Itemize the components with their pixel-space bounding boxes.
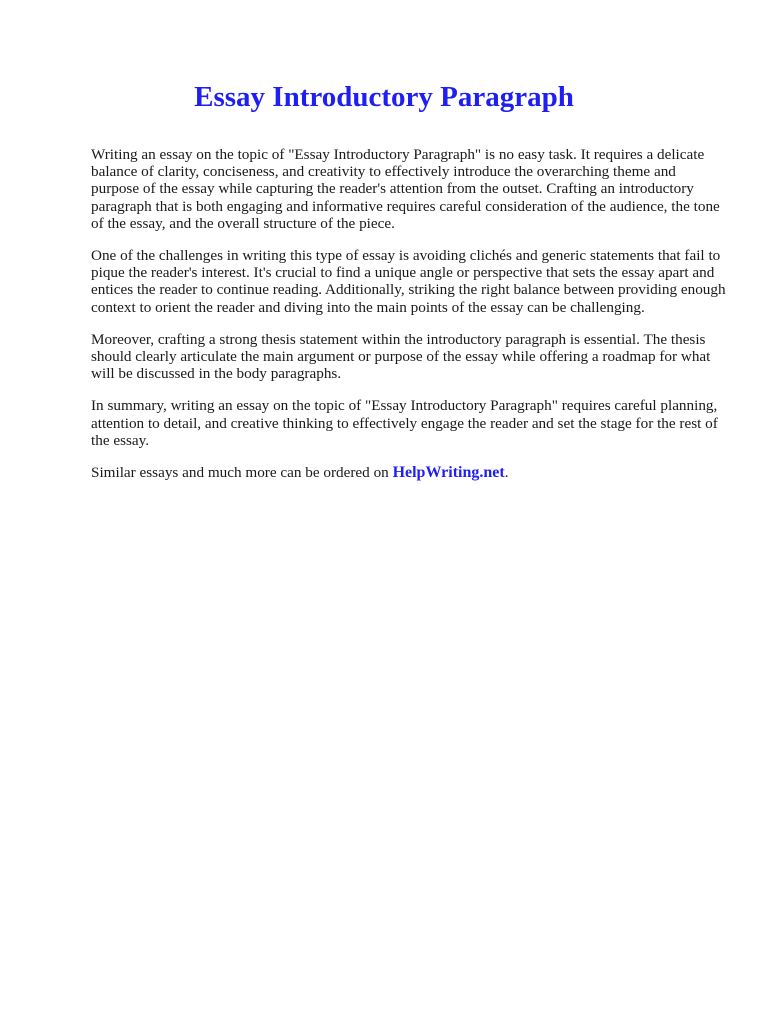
footer-suffix: . xyxy=(504,464,509,482)
paragraph-3: Moreover, crafting a strong thesis statement within the introductory paragraph is essential. The thesis should clearly articulate the main argument or purpose of the essay while offering a roadmap for what will be discussed in the body paragraphs. xyxy=(91,330,711,383)
paragraph-1: Writing an essay on the topic of "Essay Introductory Paragraph" is no easy task. It requires a delicate balance of clarity, conciseness, and creativity to effectively introduce the overarching theme and purpose of the essay while capturing the reader's attention from the outset. Crafting an introductory paragraph that is both engaging and informative requires careful consideration of the audience, the tone of the essay, and the overall structure of the piece. xyxy=(91,146,720,232)
document-title: Essay Introductory Paragraph xyxy=(194,81,574,113)
paragraph-2: One of the challenges in writing this type of essay is avoiding clichés and generic statements that fail to pique the reader's interest. It's crucial to find a unique angle or perspective that sets the essay apart and entices the reader to continue reading. Additionally, striking the right balance between providing enough context to orient the reader and diving into the main points of the essay can be challenging. xyxy=(91,247,726,316)
footer-prefix: Similar essays and much more can be ordered on xyxy=(91,464,393,482)
paragraph-4: In summary, writing an essay on the topic of "Essay Introductory Paragraph" requires careful planning, attention to detail, and creative thinking to effectively engage the reader and set the stage for the rest of the essay. xyxy=(91,397,718,449)
document-body xyxy=(91,146,727,496)
footer-line xyxy=(91,464,727,481)
helpwriting-link[interactable]: HelpWriting.net xyxy=(392,464,505,482)
